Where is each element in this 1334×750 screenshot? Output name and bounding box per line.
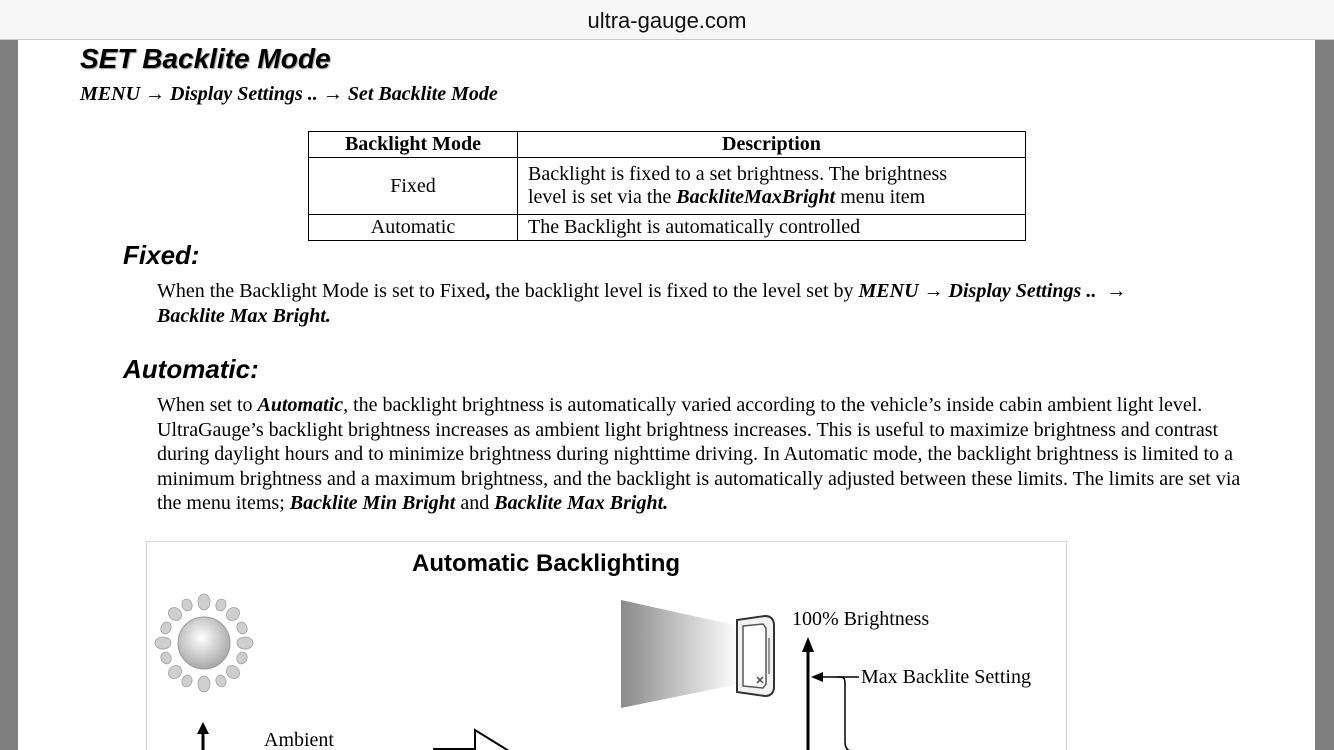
gauge-display-icon [621,600,774,708]
brightness-axis [802,637,814,750]
browser-address-bar[interactable] [0,0,1334,40]
arrow-icon: → [322,83,343,105]
figure-title: Automatic Backlighting [412,550,681,577]
sun-icon [155,594,253,692]
paragraph-text: , the backlight brightness is automatically varied according to the vehicle’s inside cabin ambient light level. UltraGauge’s backlight brightness increases as ambient light brightness increases. This is useful to maximize brightness and contrast during daylight hours and to minimize brightness during nighttime driving. In Automatic mode, the backlight brightness is limited to a minimum brightness and a maximum brightness, and the backlight is automatically adjusted between these limits. The limits are set via the menu items; [157,394,1241,514]
table-header-cell: Backlight Mode [309,132,518,158]
arrow-icon: → [1106,280,1127,302]
brightness-label: 100% Brightness [792,608,930,630]
description-line: Backlight is fixed to a set brightness. The brightness [528,163,948,185]
ambient-arrow [197,722,209,750]
arrow-icon: → [145,83,166,105]
paragraph-text: When the Backlight Mode is set to Fixed [157,280,486,302]
arrow-icon: → [923,280,944,302]
max-setting-label: Max Backlite Setting [861,666,1031,688]
automatic-paragraph [157,393,1257,516]
menu-path-menu: MENU [80,83,141,105]
backlite-max-bright-term: Backlite Max Bright. [494,492,669,514]
flow-arrow-icon [433,730,517,750]
menu-path-display-settings: Display Settings .. [170,83,318,105]
table-cell-mode: Fixed [309,158,518,215]
description-line [528,186,1015,209]
max-setting-pointer [811,672,859,750]
fixed-paragraph [157,279,1257,328]
automatic-backlighting-figure [146,541,1067,750]
description-text: menu item [835,186,926,208]
description-text: level is set via the [528,186,677,208]
table-cell-description: The Backlight is automatically controlled [518,215,1026,241]
table-cell-description [518,158,1026,215]
table-row [309,215,1026,241]
menu-term: MENU [858,280,919,302]
figure-drawing [147,542,1068,750]
document-page [18,40,1315,750]
automatic-heading: Automatic: [123,354,259,384]
table-row [309,158,1026,215]
url-text: ultra-gauge.com [587,8,747,33]
fixed-heading: Fixed: [123,240,200,270]
ambient-label: Ambient [264,729,334,750]
table-header-cell: Description [518,132,1026,158]
backlite-min-bright-term: Backlite Min Bright [289,492,456,514]
backlight-mode-table [308,131,1026,241]
paragraph-text: the backlight level is fixed to the level set by [490,280,859,302]
paragraph-text: , [485,280,491,302]
display-settings-term: Display Settings .. [948,280,1097,302]
table-header-row [309,132,1026,158]
paragraph-text: and [455,492,495,514]
menu-path [80,83,498,106]
backlite-max-bright-term: Backlite Max Bright. [157,304,331,327]
backlitemaxbright-term: BackliteMaxBright [676,186,836,208]
menu-path-set-backlite-mode: Set Backlite Mode [347,83,498,105]
paragraph-text: When set to [157,394,258,416]
automatic-term: Automatic [257,394,344,416]
section-title: SET Backlite Mode [80,43,331,74]
table-cell-mode: Automatic [309,215,518,241]
